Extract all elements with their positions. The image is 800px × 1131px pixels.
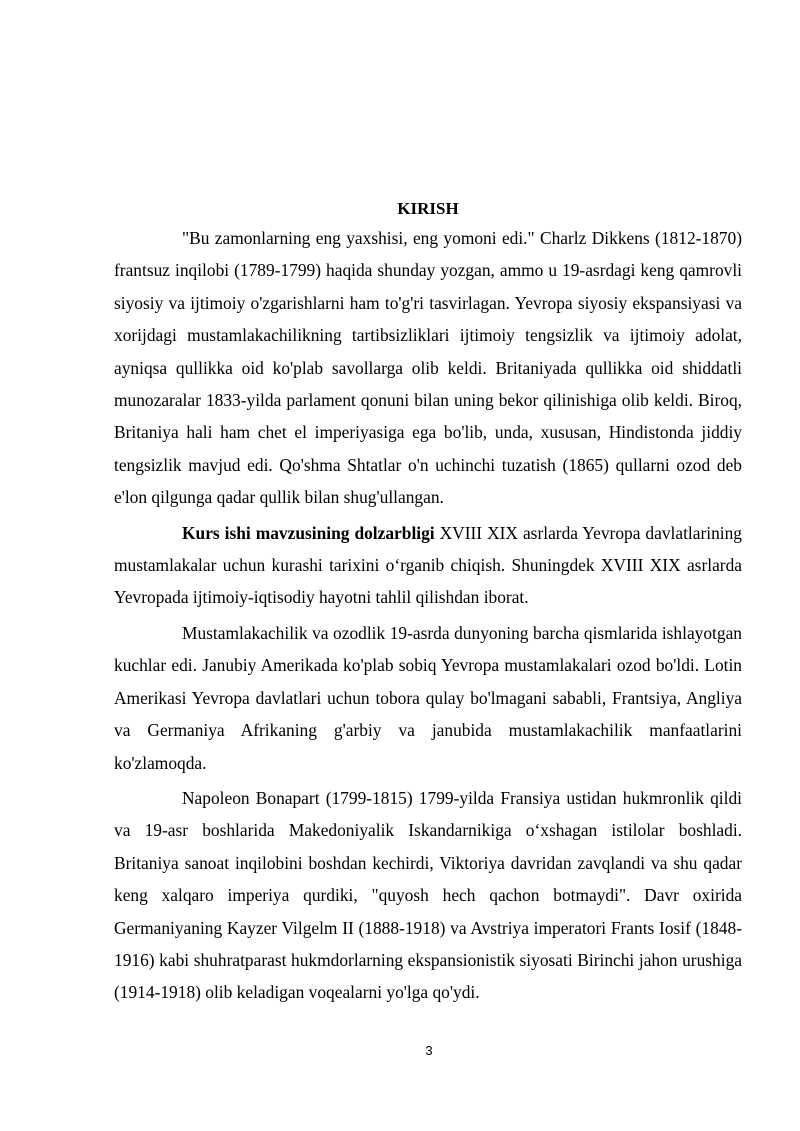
paragraph-relevance	[114, 517, 742, 614]
paragraph-text: Mustamlakachilik va ozodlik 19-asrda dunyoning barcha qismlarida ishlayotgan kuchlar edi. Janubiy Amerikada ko'plab sobiq Yevropa mustamlakalari ozod bo'ldi. Lotin Amerikasi Yevropa davlatlari uchun tobora qulay bo'lmagani sababli, Frantsiya, Angliya va Germaniya Afrikaning g'arbiy va janubida mustamlakachilik manfaatlarini ko'zlamoqda.	[114, 622, 742, 773]
paragraph-bold-lead: Kurs ishi mavzusining dolzarbligi	[182, 522, 435, 543]
paragraph-text: Napoleon Bonapart (1799-1815) 1799-yilda Fransiya ustidan hukmronlik qildi va 19-asr boshlarida Makedoniyalik Iskandarnikiga o‘xshagan istilolar boshladi. Britaniya sanoat inqilobini boshdan kechirdi, Viktoriya davridan zavqlandi va shu qadar keng xalqaro imperiya qurdiki, "quyosh hech qachon botmaydi". Davr oxirida Germaniyaning Kayzer Vilgelm II (1888-1918) va Avstriya imperatori Frants Iosif (1848-1916) kabi shuhratparast hukmdorlarning ekspansionistik siyosati Birinchi jahon urushiga (1914-1918) olib keladigan voqealarni yo'lga qo'ydi.	[114, 787, 742, 1003]
page-number: 3	[425, 1043, 433, 1058]
paragraph-text: XVIII XIX asrlarda Yevropa davlatlarining mustamlakalar uchun kurashi tarixini o‘rganib chiqish. Shuningdek XVIII XIX asrlarda Yevropada ijtimoiy-iqtisodiy hayotni tahlil qilishdan iborat.	[114, 522, 742, 608]
section-heading: KIRISH	[397, 199, 459, 218]
paragraph-napoleon	[114, 782, 742, 1009]
document-body	[114, 196, 742, 1009]
paragraph-intro	[114, 222, 742, 514]
paragraph-text: "Bu zamonlarning eng yaxshisi, eng yomoni edi." Charlz Dikkens (1812-1870) frantsuz inqilobi (1789-1799) haqida shunday yozgan, ammo u 19-asrdagi keng qamrovli siyosiy va ijtimoiy o'zgarishlarni ham to'g'ri tasvirlagan. Yevropa siyosiy ekspansiyasi va xorijdagi mustamlakachilikning tartibsizliklari ijtimoiy tengsizlik va ijtimoiy adolat, ayniqsa qullikka oid ko'plab savollarga olib keldi. Britaniyada qullikka oid shiddatli munozaralar 1833-yilda parlament qonuni bilan uning bekor qilinishiga olib keldi. Biroq, Britaniya hali ham chet el imperiyasiga ega bo'lib, unda, xususan, Hindistonda jiddiy tengsizlik mavjud edi. Qo'shma Shtatlar o'n uchinchi tuzatish (1865) qullarni ozod deb e'lon qilgunga qadar qullik bilan shug'ullangan.	[114, 228, 742, 508]
paragraph-colonialism	[114, 617, 742, 779]
